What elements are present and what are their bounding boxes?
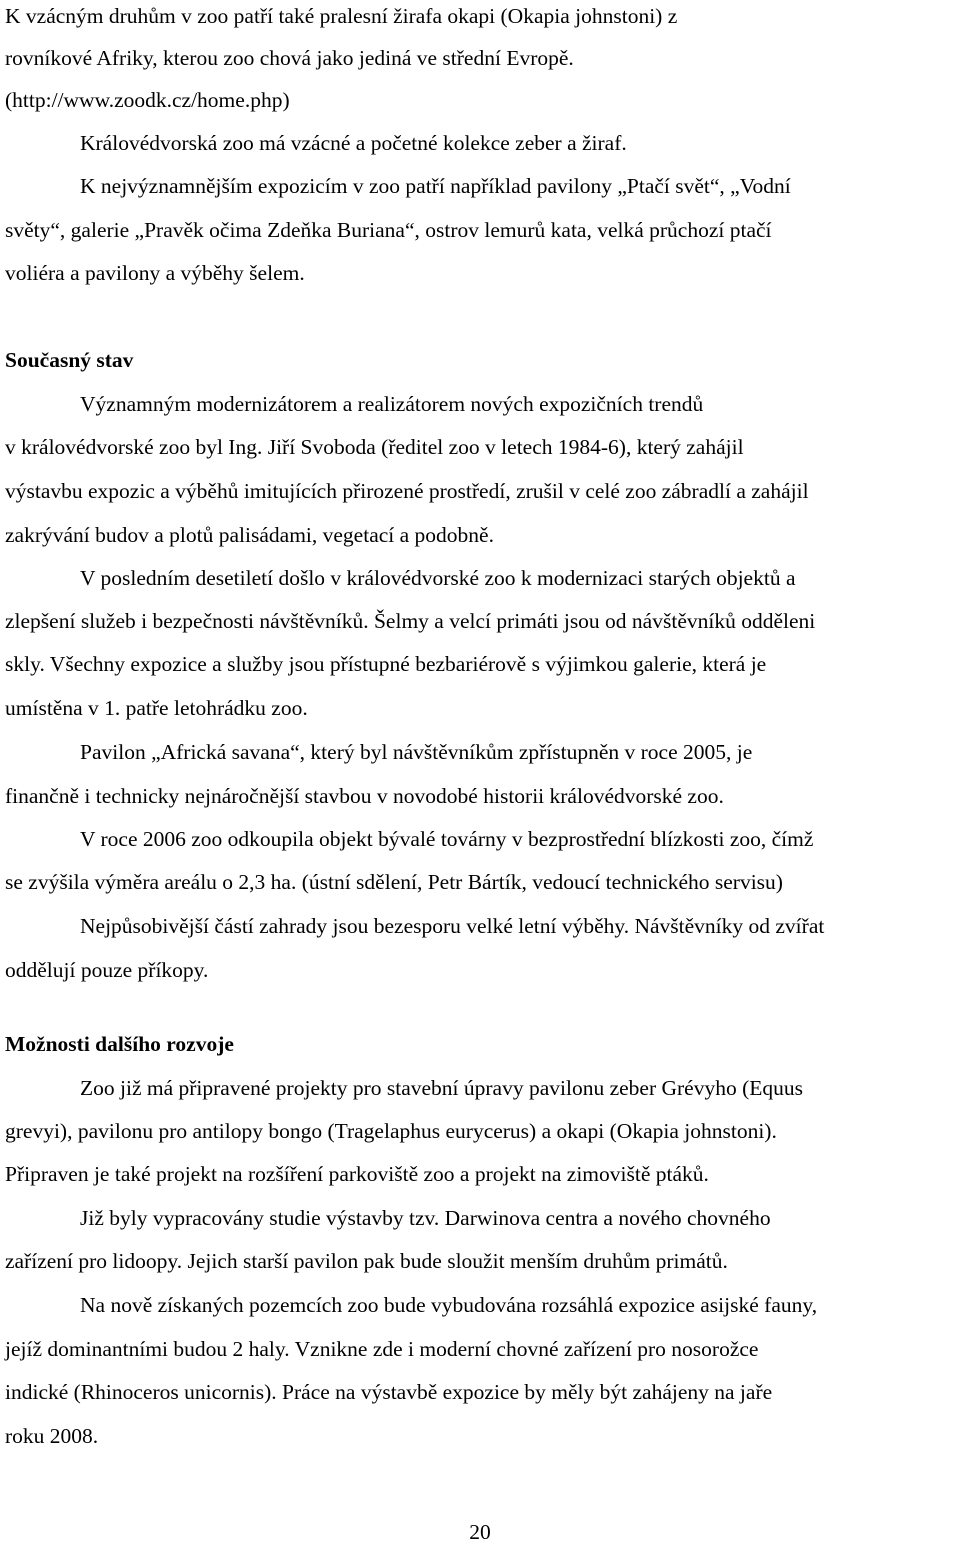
text-line: indické (Rhinoceros unicornis). Práce na výstavbě expozice by měly být zahájeny na jaře xyxy=(5,1380,773,1404)
text-line: jejíž dominantními budou 2 haly. Vznikne zde i moderní chovné zařízení pro nosorožce xyxy=(5,1337,759,1361)
text-line: výstavbu expozic a výběhů imitujících přirozené prostředí, zrušil v celé zoo zábradlí a zahájil xyxy=(5,479,809,503)
text-line: Připraven je také projekt na rozšíření parkoviště zoo a projekt na zimoviště ptáků. xyxy=(5,1162,709,1186)
text-line: zlepšení služeb i bezpečnosti návštěvníků. Šelmy a velcí primáti jsou od návštěvníků odděleni xyxy=(5,609,816,633)
text-line: voliéra a pavilony a výběhy šelem. xyxy=(5,261,305,285)
text-line: V posledním desetiletí došlo v královédvorské zoo k modernizaci starých objektů a xyxy=(80,566,796,590)
text-line: Královédvorská zoo má vzácné a početné kolekce zeber a žiraf. xyxy=(80,131,627,155)
text-line: zakrývání budov a plotů palisádami, vegetací a podobně. xyxy=(5,523,494,547)
text-line: grevyi), pavilonu pro antilopy bongo (Tragelaphus eurycerus) a okapi (Okapia johnstoni). xyxy=(5,1119,777,1143)
text-line: Zoo již má připravené projekty pro stavební úpravy pavilonu zeber Grévyho (Equus xyxy=(80,1076,804,1100)
text-line: (http://www.zoodk.cz/home.php) xyxy=(5,88,290,112)
text-line: v královédvorské zoo byl Ing. Jiří Svoboda (ředitel zoo v letech 1984-6), který zahájil xyxy=(5,435,744,459)
text-line: Na nově získaných pozemcích zoo bude vybudována rozsáhlá expozice asijské fauny, xyxy=(80,1293,818,1317)
text-line: Již byly vypracovány studie výstavby tzv. Darwinova centra a nového chovného xyxy=(80,1206,771,1230)
text-line: roku 2008. xyxy=(5,1424,99,1448)
text-line: K vzácným druhům v zoo patří také pralesní žirafa okapi (Okapia johnstoni) z xyxy=(5,4,678,28)
text-line: Významným modernizátorem a realizátorem nových expozičních trendů xyxy=(80,392,704,416)
text-line: se zvýšila výměra areálu o 2,3 ha. (ústní sdělení, Petr Bártík, vedoucí technického servisu) xyxy=(5,870,783,894)
text-line: oddělují pouze příkopy. xyxy=(5,958,209,982)
text-line: V roce 2006 zoo odkoupila objekt bývalé továrny v bezprostřední blízkosti zoo, čímž xyxy=(80,827,814,851)
page-number: 20 xyxy=(469,1520,491,1544)
text-line: umístěna v 1. patře letohrádku zoo. xyxy=(5,696,308,720)
text-line: K nejvýznamnějším expozicím v zoo patří například pavilony „Ptačí svět“, „Vodní xyxy=(80,174,791,198)
section-heading: Současný stav xyxy=(5,348,134,372)
text-line: zařízení pro lidoopy. Jejich starší pavilon pak bude sloužit menším druhům primátů. xyxy=(5,1249,728,1273)
text-line: skly. Všechny expozice a služby jsou přístupné bezbariérově s výjimkou galerie, která je xyxy=(5,652,767,676)
text-line: rovníkové Afriky, kterou zoo chová jako jediná ve střední Evropě. xyxy=(5,46,574,70)
text-line: Nejpůsobivější částí zahrady jsou bezesporu velké letní výběhy. Návštěvníky od zvířat xyxy=(80,914,825,938)
text-line: světy“, galerie „Pravěk očima Zdeňka Buriana“, ostrov lemurů kata, velká průchozí ptačí xyxy=(5,218,772,242)
section-heading: Možnosti dalšího rozvoje xyxy=(5,1032,234,1056)
text-line: finančně i technicky nejnáročnější stavbou v novodobé historii královédvorské zoo. xyxy=(5,784,724,808)
text-line: Pavilon „Africká savana“, který byl návštěvníkům zpřístupněn v roce 2005, je xyxy=(80,740,753,764)
